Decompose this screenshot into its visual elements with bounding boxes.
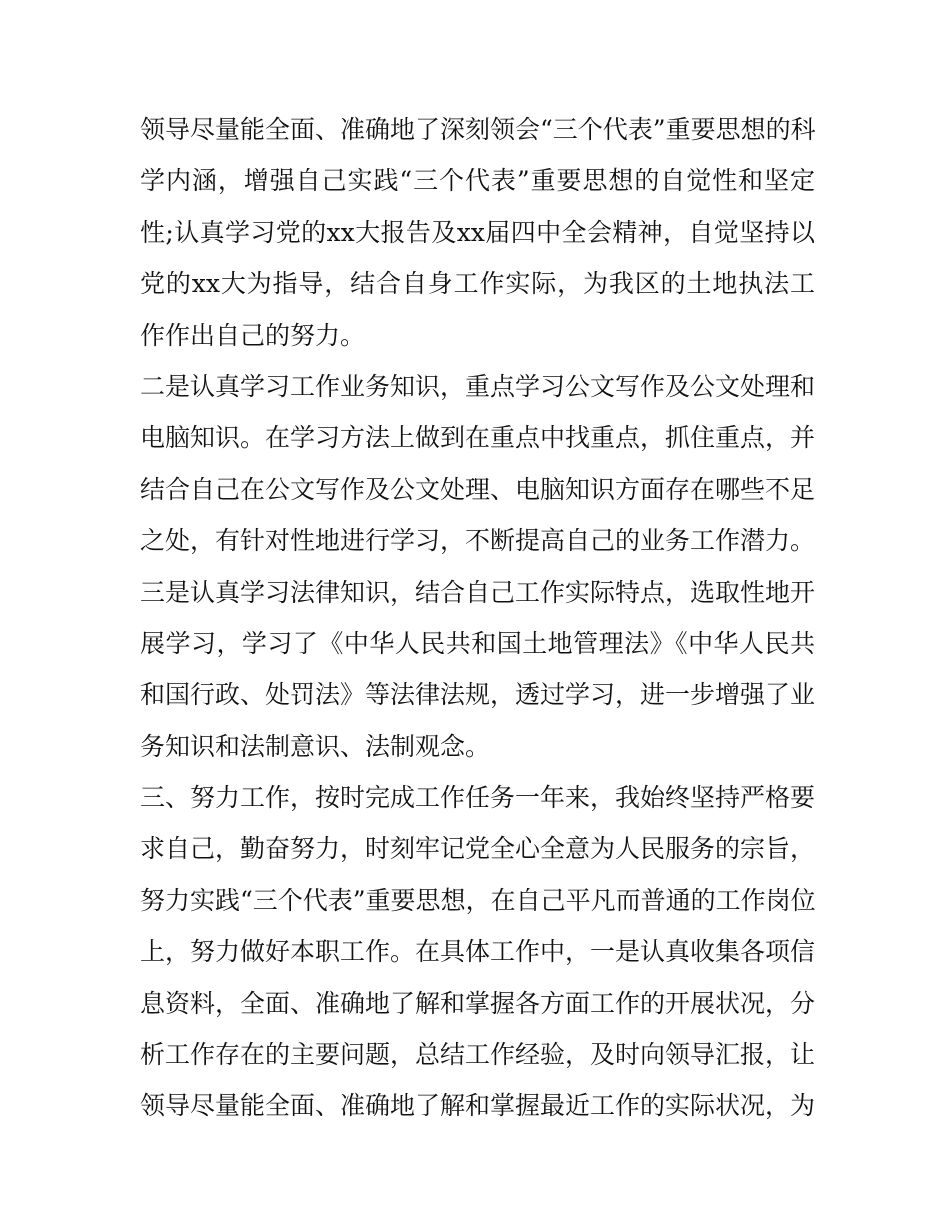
text-line: 学内涵，增强自己实践“三个代表”重要思想的自觉性和坚定	[140, 166, 815, 196]
text-line: 务知识和法制意识、法制观念。	[140, 731, 491, 761]
text-line: 展学习，学习了《中华人民共和国土地管理法》《中华人民共	[140, 628, 815, 658]
text-line: 领导尽量能全面、准确地了解和掌握最近工作的实际状况，为	[140, 1091, 816, 1121]
text-line: 电脑知识。在学习方法上做到在重点中找重点，抓住重点，并	[140, 423, 816, 453]
text-line: 领导尽量能全面、准确地了深刻领会“三个代表”重要思想的科	[140, 115, 816, 144]
text-line: 上，努力做好本职工作。在具体工作中，一是认真收集各项信	[140, 937, 816, 967]
text-line: 求自己，勤奋努力，时刻牢记党全心全意为人民服务的宗旨，	[140, 834, 816, 864]
text-line: 党的xx大为指导，结合自身工作实际，为我区的土地执法工	[140, 269, 815, 299]
text-line: 性;认真学习党的xx大报告及xx届四中全会精神，自觉坚持以	[140, 217, 815, 247]
body-text	[140, 104, 815, 1132]
text-line: 之处，有针对性地进行学习，不断提高自己的业务工作潜力。	[140, 526, 816, 556]
text-line: 息资料，全面、准确地了解和掌握各方面工作的开展状况，分	[140, 988, 816, 1018]
text-line: 二是认真学习工作业务知识，重点学习公文写作及公文处理和	[140, 371, 816, 401]
text-line: 结合自己在公文写作及公文处理、电脑知识方面存在哪些不足	[140, 474, 816, 504]
text-line: 三是认真学习法律知识，结合自己工作实际特点，选取性地开	[140, 577, 816, 607]
text-line: 努力实践“三个代表”重要思想，在自己平凡而普通的工作岗位	[140, 885, 816, 915]
text-line: 析工作存在的主要问题，总结工作经验，及时向领导汇报，让	[140, 1040, 816, 1070]
text-line: 三、努力工作，按时完成工作任务一年来，我始终坚持严格要	[140, 783, 816, 813]
text-line: 和国行政、处罚法》等法律法规，透过学习，进一步增强了业	[140, 680, 816, 710]
text-line: 作作出自己的努力。	[140, 320, 366, 350]
